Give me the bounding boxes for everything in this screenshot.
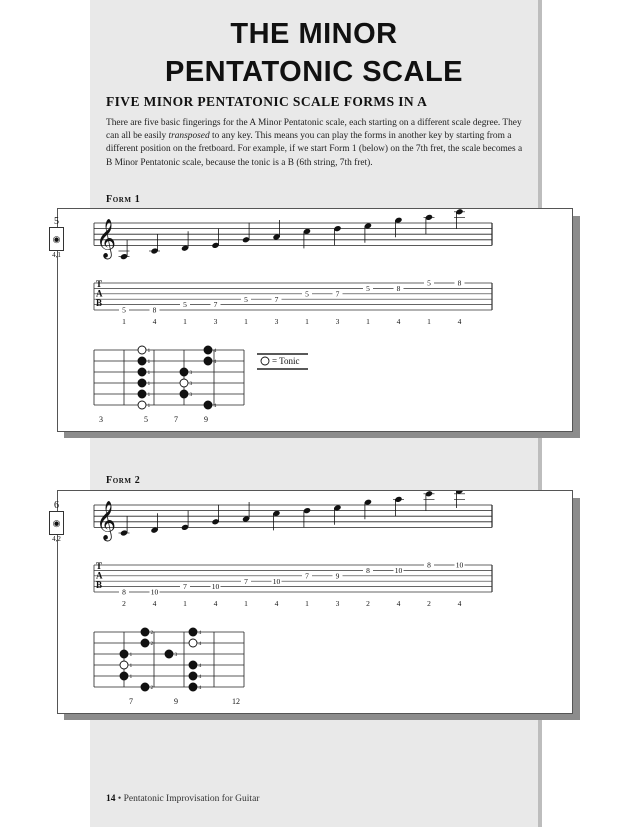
tab-fret-number: 10 — [272, 576, 281, 586]
dot-finger-number: 3 — [189, 381, 193, 387]
cd-icon: ◉ — [49, 511, 64, 535]
form-2-track-number: 6 — [54, 500, 59, 511]
fret-position-label: 3 — [99, 415, 103, 424]
dot-finger-number: 2 — [150, 685, 154, 691]
scale-dot — [138, 368, 146, 376]
treble-clef-icon: 𝄞 — [96, 220, 117, 258]
scale-dot — [189, 628, 197, 636]
dot-finger-number: 4 — [213, 348, 217, 354]
scale-dot — [204, 346, 212, 354]
tab-fret-number: 10 — [394, 566, 403, 575]
scale-dot — [141, 628, 149, 636]
tonic-dot — [189, 639, 197, 647]
finger-number: 4 — [274, 599, 279, 608]
finger-number: 4 — [213, 599, 218, 608]
dot-finger-number: 2 — [150, 641, 154, 647]
form-1-track-number: 5 — [54, 216, 59, 227]
tab-fret-number: 10 — [150, 587, 159, 597]
tab-letter: B — [96, 298, 103, 308]
tab-fret-number: 10 — [455, 560, 464, 570]
form-2-card — [57, 490, 573, 714]
form-1-track-sub: 4,1 — [52, 251, 61, 259]
tab-letter: B — [96, 580, 103, 590]
page-footer — [106, 794, 259, 804]
tab-fret-number: 8 — [427, 560, 431, 570]
finger-number: 4 — [152, 317, 157, 326]
finger-number: 4 — [457, 599, 462, 608]
book-title: Pentatonic Improvisation for Guitar — [123, 794, 260, 804]
tonic-dot — [138, 346, 146, 354]
intro-italic-word: transposed — [168, 131, 210, 142]
scale-dot — [189, 661, 197, 669]
tab-fret-number: 8 — [396, 284, 401, 293]
legend-text: = Tonic — [272, 356, 300, 366]
tab-letter: T — [96, 561, 103, 571]
scale-dot — [141, 683, 149, 691]
tonic-dot — [180, 379, 188, 387]
finger-number: 3 — [335, 317, 340, 326]
tab-fret-number: 7 — [305, 571, 309, 581]
finger-number: 1 — [244, 317, 248, 326]
finger-number: 4 — [457, 317, 462, 326]
intro-text-part-1: There are five basic fingerings for the A Minor Pentatonic scale, each starting on a different scale degree. They can all be easily — [106, 118, 522, 142]
fret-position-label: 7 — [174, 415, 178, 424]
tab-fret-number: 8 — [122, 587, 126, 597]
scale-dot — [180, 368, 188, 376]
tab-fret-number: 7 — [183, 582, 187, 592]
tab-fret-number: 7 — [244, 576, 248, 586]
scale-dot — [180, 390, 188, 398]
tab-fret-number: 5 — [305, 289, 309, 299]
dot-finger-number: 1 — [129, 663, 133, 669]
fret-position-label: 9 — [174, 697, 178, 706]
tab-letter: A — [96, 570, 103, 581]
tab-fret-number: 5 — [244, 294, 248, 304]
fret-position-label: 12 — [232, 697, 240, 706]
form-2-cd-badge — [49, 500, 64, 544]
finger-number: 3 — [335, 599, 340, 608]
dot-finger-number: 1 — [147, 359, 151, 365]
dot-finger-number: 4 — [198, 663, 202, 669]
tab-fret-number: 5 — [122, 305, 126, 315]
finger-number: 1 — [183, 599, 187, 608]
dot-finger-number: 3 — [189, 392, 193, 398]
tab-fret-number: 9 — [335, 571, 340, 581]
finger-number: 4 — [396, 317, 401, 326]
finger-number: 1 — [305, 599, 309, 608]
dot-finger-number: 3 — [174, 652, 178, 658]
fret-position-label: 7 — [129, 697, 133, 706]
fret-position-label: 9 — [204, 415, 208, 424]
tab-letter: T — [96, 279, 103, 289]
dot-finger-number: 2 — [150, 630, 154, 636]
intro-paragraph — [106, 117, 530, 170]
form-1-cd-badge — [49, 216, 64, 260]
finger-number: 3 — [213, 317, 218, 326]
dot-finger-number: 4 — [198, 685, 202, 691]
finger-number: 2 — [122, 599, 126, 608]
finger-number: 3 — [274, 317, 279, 326]
tab-fret-number: 7 — [335, 289, 340, 299]
scale-dot — [141, 639, 149, 647]
tonic-dot — [120, 661, 128, 669]
fret-position-label: 5 — [144, 415, 148, 424]
tonic-dot — [138, 401, 146, 409]
scale-dot — [189, 683, 197, 691]
finger-number: 1 — [244, 599, 248, 608]
finger-number: 2 — [427, 599, 431, 608]
tab-fret-number: 10 — [211, 582, 220, 592]
form-1-notation — [58, 209, 572, 431]
tab-letter: A — [96, 288, 103, 299]
page-title-line-1: THE MINOR — [230, 18, 398, 50]
scale-dot — [120, 650, 128, 658]
scale-dot — [138, 379, 146, 387]
tab-fret-number: 8 — [457, 278, 462, 288]
scale-dot — [189, 672, 197, 680]
finger-number: 1 — [305, 317, 309, 326]
page-title-line-2: PENTATONIC SCALE — [164, 56, 463, 88]
finger-number: 4 — [152, 599, 157, 608]
form-2-notation — [58, 491, 572, 713]
tab-fret-number: 7 — [213, 300, 218, 310]
dot-finger-number: 4 — [198, 674, 202, 680]
dot-finger-number: 1 — [147, 403, 151, 409]
dot-finger-number: 4 — [198, 630, 202, 636]
page-number: 14 — [106, 794, 116, 804]
dot-finger-number: 1 — [147, 381, 151, 387]
treble-clef-icon: 𝄞 — [96, 502, 117, 540]
legend-tonic-icon — [261, 357, 269, 365]
scale-dot — [138, 390, 146, 398]
footer-separator: • — [117, 794, 122, 804]
tab-fret-number: 7 — [274, 294, 279, 304]
finger-number: 1 — [183, 317, 187, 326]
section-subheading: FIVE MINOR PENTATONIC SCALE FORMS IN A — [106, 94, 428, 109]
scale-dot — [120, 672, 128, 680]
scale-dot — [204, 357, 212, 365]
cd-icon: ◉ — [49, 227, 64, 251]
dot-finger-number: 4 — [198, 641, 202, 647]
tab-fret-number: 5 — [427, 278, 431, 288]
scale-dot — [204, 401, 212, 409]
dot-finger-number: 4 — [213, 359, 217, 365]
dot-finger-number: 1 — [147, 392, 151, 398]
dot-finger-number: 1 — [147, 370, 151, 376]
finger-number: 1 — [427, 317, 431, 326]
tab-fret-number: 5 — [183, 300, 187, 310]
tab-fret-number: 8 — [366, 566, 370, 575]
scale-dot — [165, 650, 173, 658]
form-2-track-sub: 4,2 — [52, 535, 61, 543]
dot-finger-number: 1 — [129, 674, 133, 680]
dot-finger-number: 1 — [147, 348, 151, 354]
tab-fret-number: 5 — [366, 284, 370, 293]
dot-finger-number: 4 — [213, 403, 217, 409]
finger-number: 2 — [366, 599, 370, 608]
finger-number: 1 — [122, 317, 126, 326]
dot-finger-number: 3 — [189, 370, 193, 376]
form-1-card — [57, 208, 573, 432]
finger-number: 1 — [366, 317, 370, 326]
tab-fret-number: 8 — [152, 305, 157, 315]
dot-finger-number: 1 — [129, 652, 133, 658]
finger-number: 4 — [396, 599, 401, 608]
form-1-label: Form 1 — [106, 194, 141, 205]
scale-dot — [138, 357, 146, 365]
form-2-label: Form 2 — [106, 475, 141, 486]
intro-text-part-2: to any key. This means you can play the forms in another key by starting from a different position on the fretboard. For example, if we start Form 1 (below) on the 7th fret, the scale becomes a B Minor Pentatonic scale, because the tonic is a B (6th string, 7th fret). — [106, 131, 523, 168]
